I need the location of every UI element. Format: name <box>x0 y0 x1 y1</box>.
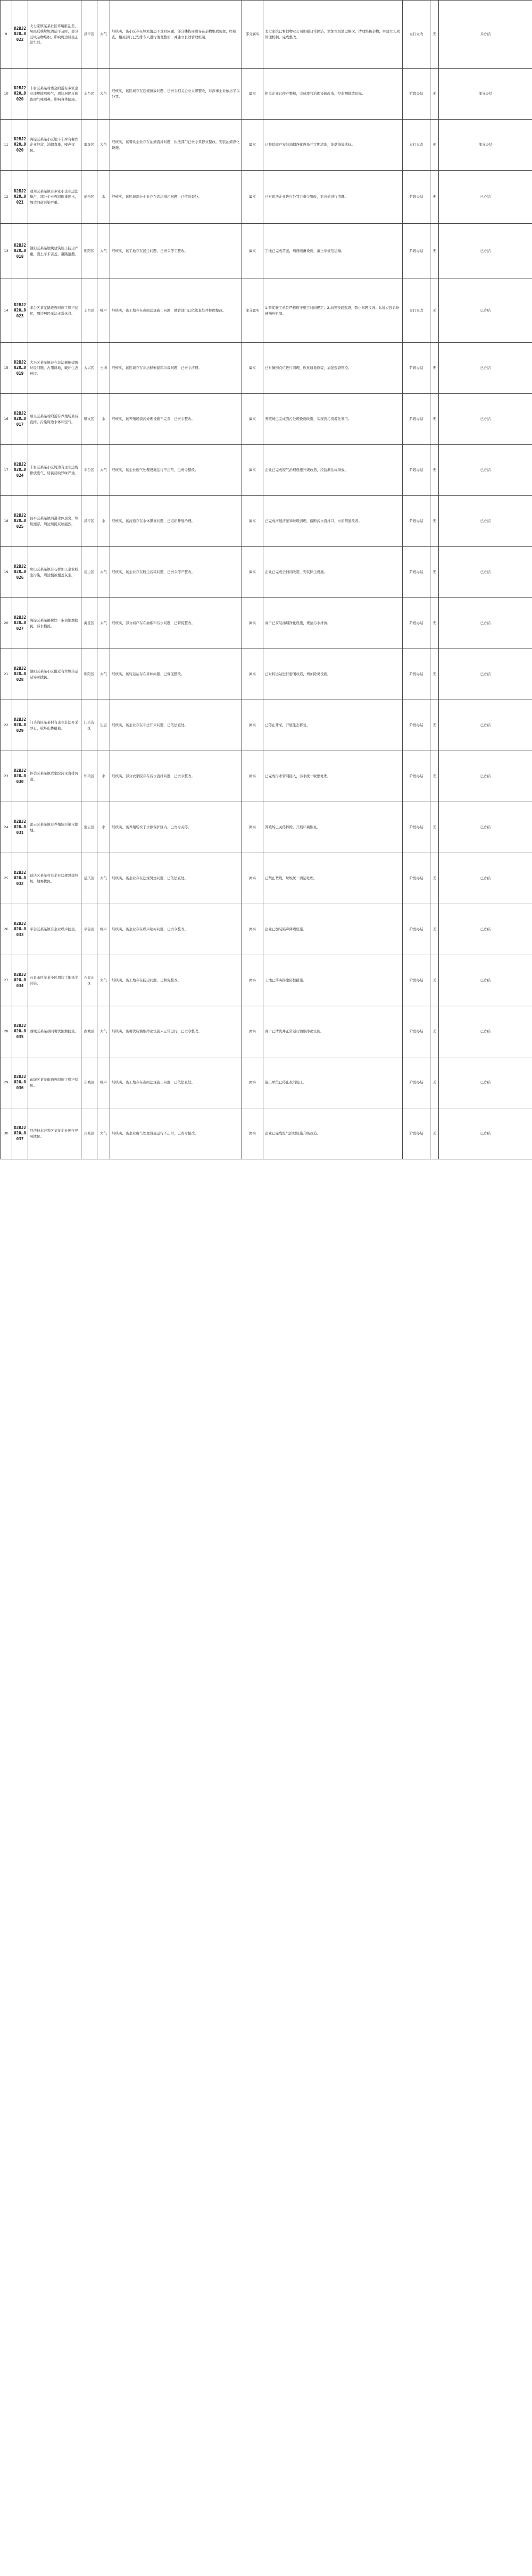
accountability-cell: 无 <box>430 649 439 700</box>
problem-description-cell: 海淀区某某小区地下车库有餐饮企业经营，油烟直排，噪声扰民。 <box>28 120 81 171</box>
district-cell: 大兴区 <box>81 343 97 394</box>
district-cell: 延庆区 <box>81 853 97 904</box>
verdict-cell: 部分属实 <box>242 279 263 343</box>
status-cell: 阶段办结 <box>403 445 430 496</box>
district-cell: 昌平区 <box>81 496 97 547</box>
rectification-cell: 商户已安装油烟净化设施，规范污水排放。 <box>263 598 403 649</box>
case-code-cell: D2BJ2020…0033 <box>12 904 28 955</box>
remark-cell: 部分办结 <box>439 120 532 171</box>
case-code-cell: D2BJ2020…0036 <box>12 1057 28 1108</box>
rectification-cell: 养殖场已完成粪污处理设施改造，实现粪污资源化利用。 <box>263 394 403 445</box>
remark-cell: 已办结 <box>439 279 532 343</box>
pollution-type-cell: 水 <box>97 394 110 445</box>
remark-cell: 已办结 <box>439 1108 532 1159</box>
rectification-cell: 已对转运站进行密闭改造，增加除臭设施。 <box>263 649 403 700</box>
problem-description-cell: 石景山区某某小区周边工地扬尘污染。 <box>28 955 81 1006</box>
status-cell: 阶段办结 <box>403 1108 430 1159</box>
pollution-type-cell: 大气 <box>97 1108 110 1159</box>
remark-cell: 已办结 <box>439 394 532 445</box>
row-number-cell: 14 <box>1 279 12 343</box>
investigation-result-cell: 经核实，该区域存在非法倾倒建筑垃圾问题，已责令清理。 <box>110 343 242 394</box>
verdict-cell: 属实 <box>242 598 263 649</box>
verdict-cell: 属实 <box>242 802 263 853</box>
row-number-cell: 18 <box>1 496 12 547</box>
verdict-cell: 属实 <box>242 904 263 955</box>
row-number-cell: 22 <box>1 700 12 751</box>
district-cell: 通州区 <box>81 171 97 224</box>
status-cell: 阶段办结 <box>403 853 430 904</box>
case-code-cell: D2BJ2020…0020 <box>12 69 28 120</box>
row-number-cell: 12 <box>1 171 12 224</box>
investigation-result-cell: 经核实，该工地存在夜间违规施工问题，城管部门已依法查处并督促整改。 <box>110 279 242 343</box>
investigation-result-cell: 经核实，该河道存在水体黑臭问题，已组织开展治理。 <box>110 496 242 547</box>
remark-cell: 已办结 <box>439 700 532 751</box>
problem-description-cell: 朝阳区某某地块建筑施工扬尘严重，渣土车未苫盖，道路遗撒。 <box>28 224 81 279</box>
case-code-cell: D2BJ2020…0023 <box>12 279 28 343</box>
district-cell: 昌平区 <box>81 1 97 69</box>
case-code-cell: D2BJ2020…0018 <box>12 224 28 279</box>
accountability-cell: 无 <box>430 1006 439 1057</box>
table-row <box>1 343 532 394</box>
table-row <box>1 445 532 496</box>
accountability-cell: 无 <box>430 445 439 496</box>
accountability-cell: 无 <box>430 853 439 904</box>
investigation-result-cell: 经核实，该餐饮店油烟净化设施未正常运行，已责令整改。 <box>110 1006 242 1057</box>
row-number-cell: 25 <box>1 853 12 904</box>
row-number-cell: 10 <box>1 69 12 120</box>
status-cell: 立行立改 <box>403 279 430 343</box>
rectification-cell: 已督促商户安装油烟净化设备并定期清洗，油烟排放达标。 <box>263 120 403 171</box>
district-cell: 朝阳区 <box>81 649 97 700</box>
accountability-cell: 无 <box>430 1057 439 1108</box>
district-cell: 西城区 <box>81 1006 97 1057</box>
remark-cell: 已办结 <box>439 598 532 649</box>
row-number-cell: 26 <box>1 904 12 955</box>
row-number-cell: 13 <box>1 224 12 279</box>
remark-cell: 已办结 <box>439 1057 532 1108</box>
case-code-cell: D2BJ2020…0017 <box>12 394 28 445</box>
pollution-type-cell: 大气 <box>97 445 110 496</box>
status-cell: 阶段办结 <box>403 1057 430 1108</box>
rectification-cell: 已完成河道清淤和垃圾清理，截断污水直排口，水质明显改善。 <box>263 496 403 547</box>
pollution-type-cell: 大气 <box>97 547 110 598</box>
accountability-cell: 无 <box>430 802 439 853</box>
accountability-cell: 无 <box>430 343 439 394</box>
pollution-type-cell: 大气 <box>97 120 110 171</box>
pollution-type-cell: 噪声 <box>97 904 110 955</box>
rectification-cell: 工地已落实扬尘防控措施。 <box>263 955 403 1006</box>
investigation-result-cell: 经核实，部分农家院存在污水直排问题，已责令整改。 <box>110 751 242 802</box>
case-code-cell: D2BJ2020…0022 <box>12 1 28 69</box>
remark-cell: 已办结 <box>439 547 532 598</box>
problem-description-cell: 丰台区某某村委会附近有多家企业违规排放废气，周边居民反映夜间气味刺鼻，影响身体健康。 <box>28 69 81 120</box>
pollution-type-cell: 大气 <box>97 649 110 700</box>
table-row <box>1 69 532 120</box>
investigation-result-cell: 经核实，该企业存在粉尘污染问题，已责令停产整改。 <box>110 547 242 598</box>
verdict-cell: 属实 <box>242 649 263 700</box>
status-cell: 阶段办结 <box>403 547 430 598</box>
verdict-cell: 属实 <box>242 955 263 1006</box>
problem-description-cell: 朝阳区某某小区附近有垃圾转运站异味扰民。 <box>28 649 81 700</box>
pollution-type-cell: 大气 <box>97 1006 110 1057</box>
row-number-cell: 19 <box>1 547 12 598</box>
table-row <box>1 1006 532 1057</box>
row-number-cell: 23 <box>1 751 12 802</box>
verdict-cell: 属实 <box>242 394 263 445</box>
problem-description-cell: 门头沟区某某村有企业非法开采砂石，破坏山体植被。 <box>28 700 81 751</box>
verdict-cell: 属实 <box>242 1108 263 1159</box>
district-cell: 顺义区 <box>81 394 97 445</box>
problem-description-cell: 通州区某某镇有多家小企业违法排污，部分企业夜间偷排废水，周边河道污染严重。 <box>28 171 81 224</box>
verdict-cell: 属实 <box>242 700 263 751</box>
rectification-cell: 商户已清洗并正常运行油烟净化设施。 <box>263 1006 403 1057</box>
remark-cell: 已办结 <box>439 496 532 547</box>
remark-cell: 已办结 <box>439 853 532 904</box>
rectification-cell: 企业已完成全封闭改造，安装除尘设施。 <box>263 547 403 598</box>
problem-description-cell: 北七家镇某某社区环境脏乱差，居民反映垃圾清运不及时，部分区域杂物堆积，影响周边居民正常生活。 <box>28 1 81 69</box>
status-cell: 阶段办结 <box>403 598 430 649</box>
case-code-cell: D2BJ2020…0027 <box>12 598 28 649</box>
case-code-cell: D2BJ2020…0032 <box>12 853 28 904</box>
problem-description-cell: 丰台区某某路段夜间施工噪声扰民，周边居民无法正常休息。 <box>28 279 81 343</box>
table-row <box>1 802 532 853</box>
accountability-cell: 无 <box>430 1108 439 1159</box>
problem-description-cell: 房山区某某镇有石材加工企业粉尘污染，周边植被覆盖灰尘。 <box>28 547 81 598</box>
verdict-cell: 属实 <box>242 1057 263 1108</box>
table-row <box>1 955 532 1006</box>
district-cell: 丰台区 <box>81 445 97 496</box>
rectification-cell: 相关企业已停产整顿，完成废气治理设施改造，经监测排放达标。 <box>263 69 403 120</box>
case-code-cell: D2BJ2020…0034 <box>12 955 28 1006</box>
problem-description-cell: 海淀区某某路餐饮一条街油烟扰民，污水横流。 <box>28 598 81 649</box>
accountability-cell: 无 <box>430 700 439 751</box>
problem-description-cell: 经济技术开发区某某企业废气异味扰民。 <box>28 1108 81 1159</box>
pollution-type-cell: 水 <box>97 496 110 547</box>
pollution-type-cell: 大气 <box>97 598 110 649</box>
row-number-cell: 20 <box>1 598 12 649</box>
status-cell: 阶段办结 <box>403 955 430 1006</box>
rectification-cell: 已对违法企业进行处罚并责令整改，对河道进行清理。 <box>263 171 403 224</box>
rectification-cell: 已完成污水管网接入，污水统一收集处理。 <box>263 751 403 802</box>
problem-description-cell: 顺义区某某村附近有养殖场粪污直排，污染周边水体和空气。 <box>28 394 81 445</box>
case-code-cell: D2BJ2020…0026 <box>12 547 28 598</box>
case-code-cell: D2BJ2020…0025 <box>12 496 28 547</box>
district-cell: 丰台区 <box>81 69 97 120</box>
pollution-type-cell: 水 <box>97 802 110 853</box>
table-row <box>1 853 532 904</box>
district-cell: 东城区 <box>81 1057 97 1108</box>
investigation-result-cell: 经核实，该区域存在违规排放问题，已责令相关企业立即整改，对涉事企业依法予以处罚。 <box>110 69 242 120</box>
investigation-result-cell: 经核实，该企业废气处理设施运行不正常，已责令整改。 <box>110 445 242 496</box>
district-cell: 海淀区 <box>81 120 97 171</box>
verdict-cell: 属实 <box>242 751 263 802</box>
remark-cell: 已办结 <box>439 343 532 394</box>
rectification-cell: 企业已完成废气治理设施升级改造。 <box>263 1108 403 1159</box>
rectification-cell: 已停止开采，开展生态修复。 <box>263 700 403 751</box>
case-code-cell: D2BJ2020…0030 <box>12 751 28 802</box>
remark-cell: 已办结 <box>439 224 532 279</box>
accountability-cell: 无 <box>430 224 439 279</box>
remark-cell: 已办结 <box>439 802 532 853</box>
remark-cell: 未办结 <box>439 1 532 69</box>
table-row <box>1 598 532 649</box>
status-cell: 立行立改 <box>403 1 430 69</box>
verdict-cell: 属实 <box>242 224 263 279</box>
problem-description-cell: 大兴区某某镇存在非法倾倒建筑垃圾问题，占用耕地，破坏生态环境。 <box>28 343 81 394</box>
table-row <box>1 904 532 955</box>
accountability-cell: 无 <box>430 1 439 69</box>
district-cell: 开发区 <box>81 1108 97 1159</box>
problem-description-cell: 延庆区某某村有企业违规焚烧垃圾，烟雾扰民。 <box>28 853 81 904</box>
remark-cell: 已办结 <box>439 751 532 802</box>
rectification-cell: 1.督促施工单位严格遵守施工时间规定；2.加强夜间巡查，防止问题反弹；3.建立投诉快速响应机制。 <box>263 279 403 343</box>
pollution-type-cell: 水 <box>97 171 110 224</box>
status-cell: 阶段办结 <box>403 394 430 445</box>
problem-description-cell: 东城区某某街道夜间施工噪声扰民。 <box>28 1057 81 1108</box>
accountability-cell: 无 <box>430 120 439 171</box>
table-row <box>1 279 532 343</box>
accountability-cell: 无 <box>430 394 439 445</box>
status-cell: 阶段办结 <box>403 224 430 279</box>
status-cell: 阶段办结 <box>403 1006 430 1057</box>
status-cell: 阶段办结 <box>403 802 430 853</box>
accountability-cell: 无 <box>430 547 439 598</box>
status-cell: 阶段办结 <box>403 171 430 224</box>
rectification-cell: 北七家镇已督促物业公司加强日常保洁，增加垃圾清运频次，清理堆积杂物，并建立长效管理机制，完成整改。 <box>263 1 403 69</box>
accountability-cell: 无 <box>430 69 439 120</box>
investigation-result-cell: 经核实，该小区存在垃圾清运不及时问题，部分楼栋周边存在杂物堆放现象，经检查，相关部门已安排专人进行清理整治，并建立长效管理机制。 <box>110 1 242 69</box>
pollution-type-cell: 大气 <box>97 853 110 904</box>
verdict-cell: 属实 <box>242 445 263 496</box>
row-number-cell: 17 <box>1 445 12 496</box>
district-cell: 平谷区 <box>81 904 97 955</box>
row-number-cell: 28 <box>1 1006 12 1057</box>
table-row <box>1 394 532 445</box>
complaint-ledger-table <box>0 0 532 1159</box>
problem-description-cell: 平谷区某某镇有企业噪声扰民。 <box>28 904 81 955</box>
table-row <box>1 751 532 802</box>
row-number-cell: 27 <box>1 955 12 1006</box>
investigation-result-cell: 经核实，该企业存在噪声超标问题，已责令整改。 <box>110 904 242 955</box>
pollution-type-cell: 大气 <box>97 69 110 120</box>
pollution-type-cell: 大气 <box>97 224 110 279</box>
case-code-cell: D2BJ2020…0028 <box>12 649 28 700</box>
pollution-type-cell: 水 <box>97 751 110 802</box>
remark-cell: 部分办结 <box>439 69 532 120</box>
pollution-type-cell: 生态 <box>97 700 110 751</box>
pollution-type-cell: 大气 <box>97 955 110 1006</box>
status-cell: 阶段办结 <box>403 751 430 802</box>
verdict-cell: 属实 <box>242 496 263 547</box>
case-code-cell: D2BJ2020…0019 <box>12 343 28 394</box>
row-number-cell: 30 <box>1 1108 12 1159</box>
rectification-cell: 已禁止焚烧，垃圾统一清运处理。 <box>263 853 403 904</box>
case-code-cell: D2BJ2020…0029 <box>12 700 28 751</box>
investigation-result-cell: 经核实，该餐饮企业存在油烟直排问题，执法部门已责令其停业整改，安装油烟净化设施。 <box>110 120 242 171</box>
pollution-type-cell: 噪声 <box>97 1057 110 1108</box>
case-code-cell: D2BJ2020…0037 <box>12 1108 28 1159</box>
case-code-cell: D2BJ2020…0031 <box>12 802 28 853</box>
district-cell: 门头沟区 <box>81 700 97 751</box>
rectification-cell: 工地已完成苫盖，增设喷淋设施，渣土车规范运输。 <box>263 224 403 279</box>
status-cell: 阶段办结 <box>403 69 430 120</box>
district-cell: 朝阳区 <box>81 224 97 279</box>
status-cell: 阶段办结 <box>403 904 430 955</box>
district-cell: 丰台区 <box>81 279 97 343</box>
accountability-cell: 无 <box>430 171 439 224</box>
pollution-type-cell: 土壤 <box>97 343 110 394</box>
verdict-cell: 属实 <box>242 853 263 904</box>
table-row <box>1 496 532 547</box>
accountability-cell: 无 <box>430 279 439 343</box>
case-code-cell: D2BJ2020…0024 <box>12 445 28 496</box>
row-number-cell: 11 <box>1 120 12 171</box>
remark-cell: 已办结 <box>439 904 532 955</box>
verdict-cell: 属实 <box>242 343 263 394</box>
table-row <box>1 1108 532 1159</box>
table-row <box>1 649 532 700</box>
pollution-type-cell: 噪声 <box>97 279 110 343</box>
rectification-cell: 养殖场已关停拆除，开展环境恢复。 <box>263 802 403 853</box>
rectification-cell: 企业已加装隔声降噪设施。 <box>263 904 403 955</box>
problem-description-cell: 昌平区某某镇河道水体黑臭，垃圾漂浮，周边居民反映强烈。 <box>28 496 81 547</box>
rectification-cell: 已对倾倒点位进行清理，恢复耕地原貌，加强巡查管控。 <box>263 343 403 394</box>
accountability-cell: 无 <box>430 904 439 955</box>
investigation-result-cell: 经核实，该企业存在非法开采问题，已依法查处。 <box>110 700 242 751</box>
investigation-result-cell: 经核实，该转运站存在异味问题，已督促整改。 <box>110 649 242 700</box>
row-number-cell: 16 <box>1 394 12 445</box>
problem-description-cell: 丰台区某某小区周边有企业违规排放废气，居民反映异味严重。 <box>28 445 81 496</box>
accountability-cell: 无 <box>430 751 439 802</box>
row-number-cell: 24 <box>1 802 12 853</box>
investigation-result-cell: 经核实，该区域部分企业存在违法排污问题，已依法查处。 <box>110 171 242 224</box>
table-row <box>1 547 532 598</box>
row-number-cell: 15 <box>1 343 12 394</box>
verdict-cell: 属实 <box>242 547 263 598</box>
problem-description-cell: 怀柔区某某镇农家院污水直排河道。 <box>28 751 81 802</box>
investigation-result-cell: 经核实，该工地存在扬尘问题，已责令停工整改。 <box>110 224 242 279</box>
district-cell: 房山区 <box>81 547 97 598</box>
rectification-cell: 企业已完成废气治理设施升级改造，经监测达标排放。 <box>263 445 403 496</box>
rectification-cell: 施工单位已停止夜间施工。 <box>263 1057 403 1108</box>
row-number-cell: 29 <box>1 1057 12 1108</box>
accountability-cell: 无 <box>430 598 439 649</box>
district-cell: 密云区 <box>81 802 97 853</box>
remark-cell: 已办结 <box>439 649 532 700</box>
problem-description-cell: 西城区某某胡同餐饮油烟扰民。 <box>28 1006 81 1057</box>
status-cell: 阶段办结 <box>403 496 430 547</box>
status-cell: 阶段办结 <box>403 343 430 394</box>
case-code-cell: D2BJ2020…0020 <box>12 120 28 171</box>
remark-cell: 已办结 <box>439 171 532 224</box>
remark-cell: 已办结 <box>439 955 532 1006</box>
status-cell: 立行立改 <box>403 120 430 171</box>
case-code-cell: D2BJ2020…0035 <box>12 1006 28 1057</box>
table-row <box>1 700 532 751</box>
investigation-result-cell: 经核实，该养殖场粪污处理设施不完善，已责令整改。 <box>110 394 242 445</box>
table-row <box>1 224 532 279</box>
investigation-result-cell: 经核实，该企业存在违规焚烧问题，已依法查处。 <box>110 853 242 904</box>
accountability-cell: 无 <box>430 955 439 1006</box>
table-row <box>1 1 532 69</box>
remark-cell: 已办结 <box>439 445 532 496</box>
district-cell: 石景山区 <box>81 955 97 1006</box>
row-number-cell: 9 <box>1 1 12 69</box>
investigation-result-cell: 经核实，该工地存在扬尘问题，已督促整改。 <box>110 955 242 1006</box>
verdict-cell: 属实 <box>242 1006 263 1057</box>
district-cell: 怀柔区 <box>81 751 97 802</box>
problem-description-cell: 密云区某某镇有养殖场污染水源地。 <box>28 802 81 853</box>
remark-cell: 已办结 <box>439 1006 532 1057</box>
ledger-body <box>1 1 532 1159</box>
investigation-result-cell: 经核实，该企业废气处理设施运行不正常，已责令整改。 <box>110 1108 242 1159</box>
verdict-cell: 属实 <box>242 120 263 171</box>
verdict-cell: 部分属实 <box>242 1 263 69</box>
table-row <box>1 120 532 171</box>
verdict-cell: 属实 <box>242 69 263 120</box>
investigation-result-cell: 经核实，部分商户存在油烟和污水问题，已督促整改。 <box>110 598 242 649</box>
table-row <box>1 1057 532 1108</box>
status-cell: 阶段办结 <box>403 649 430 700</box>
investigation-result-cell: 经核实，该养殖场位于水源保护区内，已责令关停。 <box>110 802 242 853</box>
pollution-type-cell: 大气 <box>97 1 110 69</box>
table-row <box>1 171 532 224</box>
verdict-cell: 属实 <box>242 171 263 224</box>
status-cell: 阶段办结 <box>403 700 430 751</box>
accountability-cell: 无 <box>430 496 439 547</box>
district-cell: 海淀区 <box>81 598 97 649</box>
row-number-cell: 21 <box>1 649 12 700</box>
case-code-cell: D2BJ2020…0021 <box>12 171 28 224</box>
investigation-result-cell: 经核实，该工地存在夜间违规施工问题，已依法查处。 <box>110 1057 242 1108</box>
